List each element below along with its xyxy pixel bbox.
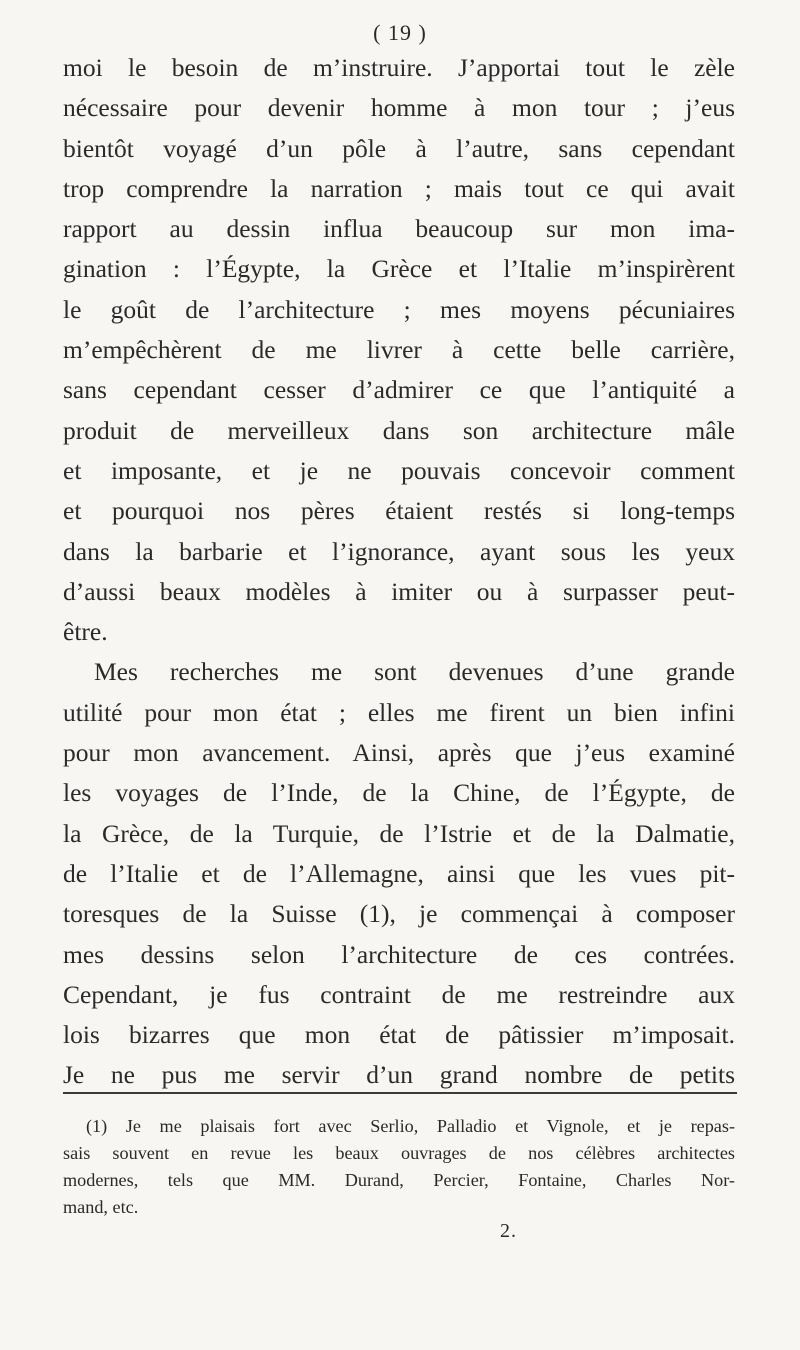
text-line: trop comprendre la narration ; mais tout ce qui avait <box>63 173 735 203</box>
text-line: gination : l’Égypte, la Grèce et l’Italie m’inspirèrent <box>63 254 735 284</box>
text-line: Mes recherches me sont devenues d’une grande <box>94 657 735 687</box>
page-number: ( 19 ) <box>373 20 427 45</box>
footnote-divider <box>63 1092 737 1094</box>
text-line: de l’Italie et de l’Allemagne, ainsi que les vues pit- <box>63 858 735 888</box>
text-line: moi le besoin de m’instruire. J’apportai tout le zèle <box>63 53 735 82</box>
footnote-line: sais souvent en revue les beaux ouvrages de nos célèbres architectes <box>63 1143 735 1163</box>
text-line: d’aussi beaux modèles à imiter ou à surpasser peut- <box>63 576 735 606</box>
text-line: lois bizarres que mon état de pâtissier m’imposait. <box>63 1020 735 1050</box>
text-line: toresques de la Suisse (1), je commençai à composer <box>63 899 735 929</box>
text-line: nécessaire pour devenir homme à mon tour ; j’eus <box>63 93 735 123</box>
footnote-line: (1) Je me plaisais fort avec Serlio, Palladio et Vignole, et je repas- <box>86 1116 735 1136</box>
text-line: sans cependant cesser d’admirer ce que l’antiquité a <box>63 375 735 405</box>
body-text <box>63 48 735 1096</box>
text-line: être. <box>63 617 108 647</box>
footnote-line: modernes, tels que MM. Durand, Percier, Fontaine, Charles Nor- <box>63 1170 735 1190</box>
footnote <box>63 1113 735 1221</box>
footnote-line: mand, etc. <box>63 1197 139 1217</box>
text-line: la Grèce, de la Turquie, de l’Istrie et de la Dalmatie, <box>63 818 735 848</box>
text-line: m’empêchèrent de me livrer à cette belle carrière, <box>63 335 735 365</box>
text-line: mes dessins selon l’architecture de ces contrées. <box>63 939 735 969</box>
text-line: pour mon avancement. Ainsi, après que j’eus examiné <box>63 738 735 768</box>
text-line: Je ne pus me servir d’un grand nombre de petits <box>63 1060 735 1090</box>
text-line: rapport au dessin influa beaucoup sur mon ima- <box>63 214 735 244</box>
text-line: dans la barbarie et l’ignorance, ayant sous les yeux <box>63 536 735 566</box>
text-line: et imposante, et je ne pouvais concevoir comment <box>63 455 735 485</box>
text-line: utilité pour mon état ; elles me firent un bien infini <box>63 697 735 727</box>
text-line: Cependant, je fus contraint de me restreindre aux <box>63 979 735 1009</box>
text-line: bientôt voyagé d’un pôle à l’autre, sans cependant <box>63 133 735 163</box>
signature-mark: 2. <box>500 1220 517 1242</box>
text-line: le goût de l’architecture ; mes moyens pécuniaires <box>63 294 735 324</box>
text-line: et pourquoi nos pères étaient restés si long-temps <box>63 496 735 526</box>
text-line: produit de merveilleux dans son architecture mâle <box>63 415 735 445</box>
text-line: les voyages de l’Inde, de la Chine, de l’Égypte, de <box>63 778 735 808</box>
